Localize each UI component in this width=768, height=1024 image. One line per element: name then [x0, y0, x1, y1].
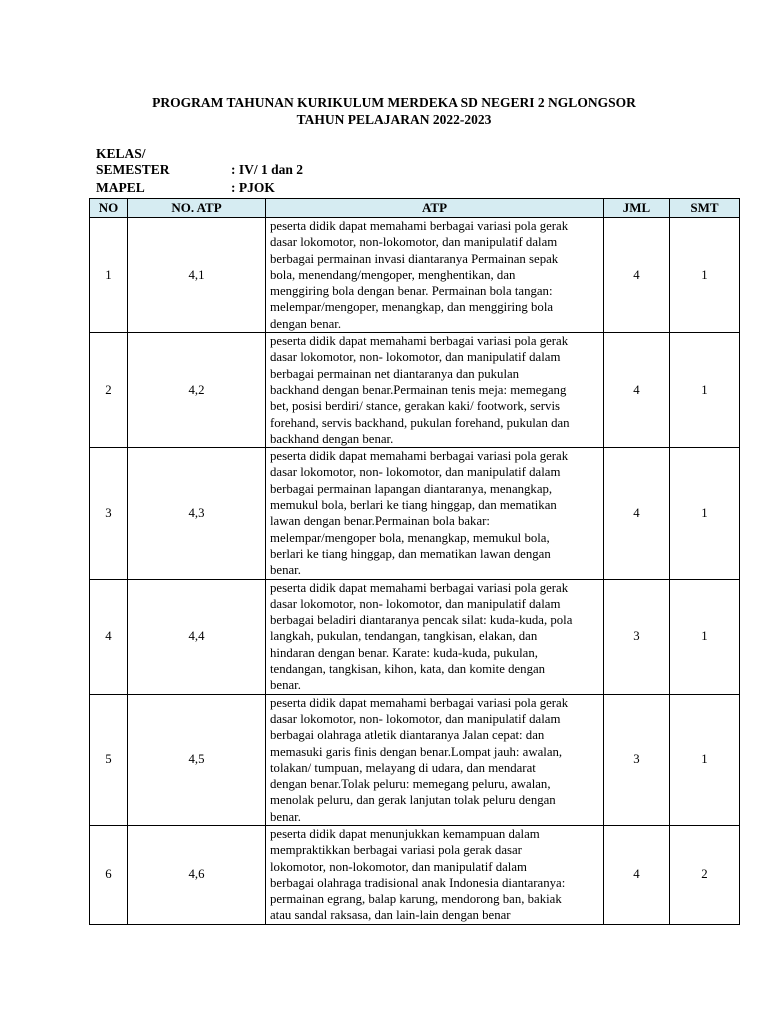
column-header-jml: JML	[604, 199, 670, 218]
cell-atp: peserta didik dapat menunjukkan kemampuan dalam mempraktikkan berbagai variasi pola gerak dasar lokomotor, non-lokomotor, dan manipulatif dalam berbagai olahraga tradisional anak Indonesia diantaranya: permainan egrang, balap karung, mendorong ban, bakiak atau sandal raksasa, dan lain-lain dengan benar	[266, 825, 604, 924]
table-row	[90, 218, 740, 333]
cell-no: 2	[90, 333, 128, 448]
cell-no-atp: 4,5	[128, 694, 266, 825]
cell-atp: peserta didik dapat memahami berbagai variasi pola gerak dasar lokomotor, non- lokomotor, dan manipulatif dalam berbagai beladiri diantaranya pencak silat: kuda-kuda, pola langkah, pukulan, tendangan, tangkisan, elakan, dan hindaran dengan benar. Karate: kuda-kuda, pukulan, tendangan, tangkisan, kihon, kata, dan komite dengan benar.	[266, 579, 604, 694]
cell-no: 6	[90, 825, 128, 924]
cell-no-atp: 4,3	[128, 448, 266, 579]
table-header-row	[90, 199, 740, 218]
cell-no: 3	[90, 448, 128, 579]
column-header-no-atp: NO. ATP	[128, 199, 266, 218]
cell-smt: 2	[670, 825, 740, 924]
kelas-label-line1: KELAS/	[96, 146, 146, 161]
table-row	[90, 448, 740, 579]
cell-atp: peserta didik dapat memahami berbagai variasi pola gerak dasar lokomotor, non- lokomotor, dan manipulatif dalam berbagai olahraga atletik diantaranya Jalan cepat: dan memasuki garis finis dengan benar.Lompat jauh: awalan, tolakan/ tumpuan, melayang di udara, dan mendarat dengan benar.Tolak peluru: memegang peluru, awalan, menolak peluru, dan gerak lanjutan tolak peluru dengan benar.	[266, 694, 604, 825]
cell-no-atp: 4,1	[128, 218, 266, 333]
atp-table	[89, 198, 740, 925]
cell-no-atp: 4,6	[128, 825, 266, 924]
cell-no: 1	[90, 218, 128, 333]
cell-smt: 1	[670, 694, 740, 825]
cell-no: 5	[90, 694, 128, 825]
cell-jml: 4	[604, 825, 670, 924]
cell-smt: 1	[670, 448, 740, 579]
kelas-label-line2: SEMESTER	[96, 162, 170, 177]
kelas-value: : IV/ 1 dan 2	[231, 162, 304, 177]
cell-smt: 1	[670, 579, 740, 694]
table-row	[90, 333, 740, 448]
table-row	[90, 694, 740, 825]
cell-atp: peserta didik dapat memahami berbagai variasi pola gerak dasar lokomotor, non- lokomotor, dan manipulatif dalam berbagai permainan lapangan diantaranya, menangkap, memukul bola, berlari ke tiang hinggap, dan mematikan lawan dengan benar.Permainan bola bakar: melempar/mengoper bola, menangkap, memukul bola, berlari ke tiang hinggap, dan mematikan lawan dengan benar.	[266, 448, 604, 579]
table-row	[90, 579, 740, 694]
column-header-smt: SMT	[670, 199, 740, 218]
column-header-no: NO	[90, 199, 128, 218]
cell-jml: 4	[604, 333, 670, 448]
column-header-atp: ATP	[266, 199, 604, 218]
document-title: PROGRAM TAHUNAN KURIKULUM MERDEKA SD NEGERI 2 NGLONGSOR	[152, 95, 636, 110]
document-subtitle: TAHUN PELAJARAN 2022-2023	[296, 112, 492, 127]
cell-jml: 4	[604, 448, 670, 579]
mapel-label: MAPEL	[96, 180, 145, 195]
table-row	[90, 825, 740, 924]
cell-jml: 4	[604, 218, 670, 333]
cell-no-atp: 4,4	[128, 579, 266, 694]
cell-atp: peserta didik dapat memahami berbagai variasi pola gerak dasar lokomotor, non-lokomotor, dan manipulatif dalam berbagai permainan invasi diantaranya Permainan sepak bola, menendang/mengoper, menghentikan, dan menggiring bola dengan benar. Permainan bola tangan: melempar/mengoper, menangkap, dan menggiring bola dengan benar.	[266, 218, 604, 333]
cell-smt: 1	[670, 218, 740, 333]
mapel-value: : PJOK	[231, 180, 275, 195]
cell-jml: 3	[604, 579, 670, 694]
cell-no-atp: 4,2	[128, 333, 266, 448]
cell-smt: 1	[670, 333, 740, 448]
cell-atp: peserta didik dapat memahami berbagai variasi pola gerak dasar lokomotor, non- lokomotor, dan manipulatif dalam berbagai permainan net diantaranya dan pukulan backhand dengan benar.Permainan tenis meja: memegang bet, posisi berdiri/ stance, gerakan kaki/ footwork, servis forehand, servis backhand, pukulan forehand, pukulan dan backhand dengan benar.	[266, 333, 604, 448]
cell-no: 4	[90, 579, 128, 694]
cell-jml: 3	[604, 694, 670, 825]
